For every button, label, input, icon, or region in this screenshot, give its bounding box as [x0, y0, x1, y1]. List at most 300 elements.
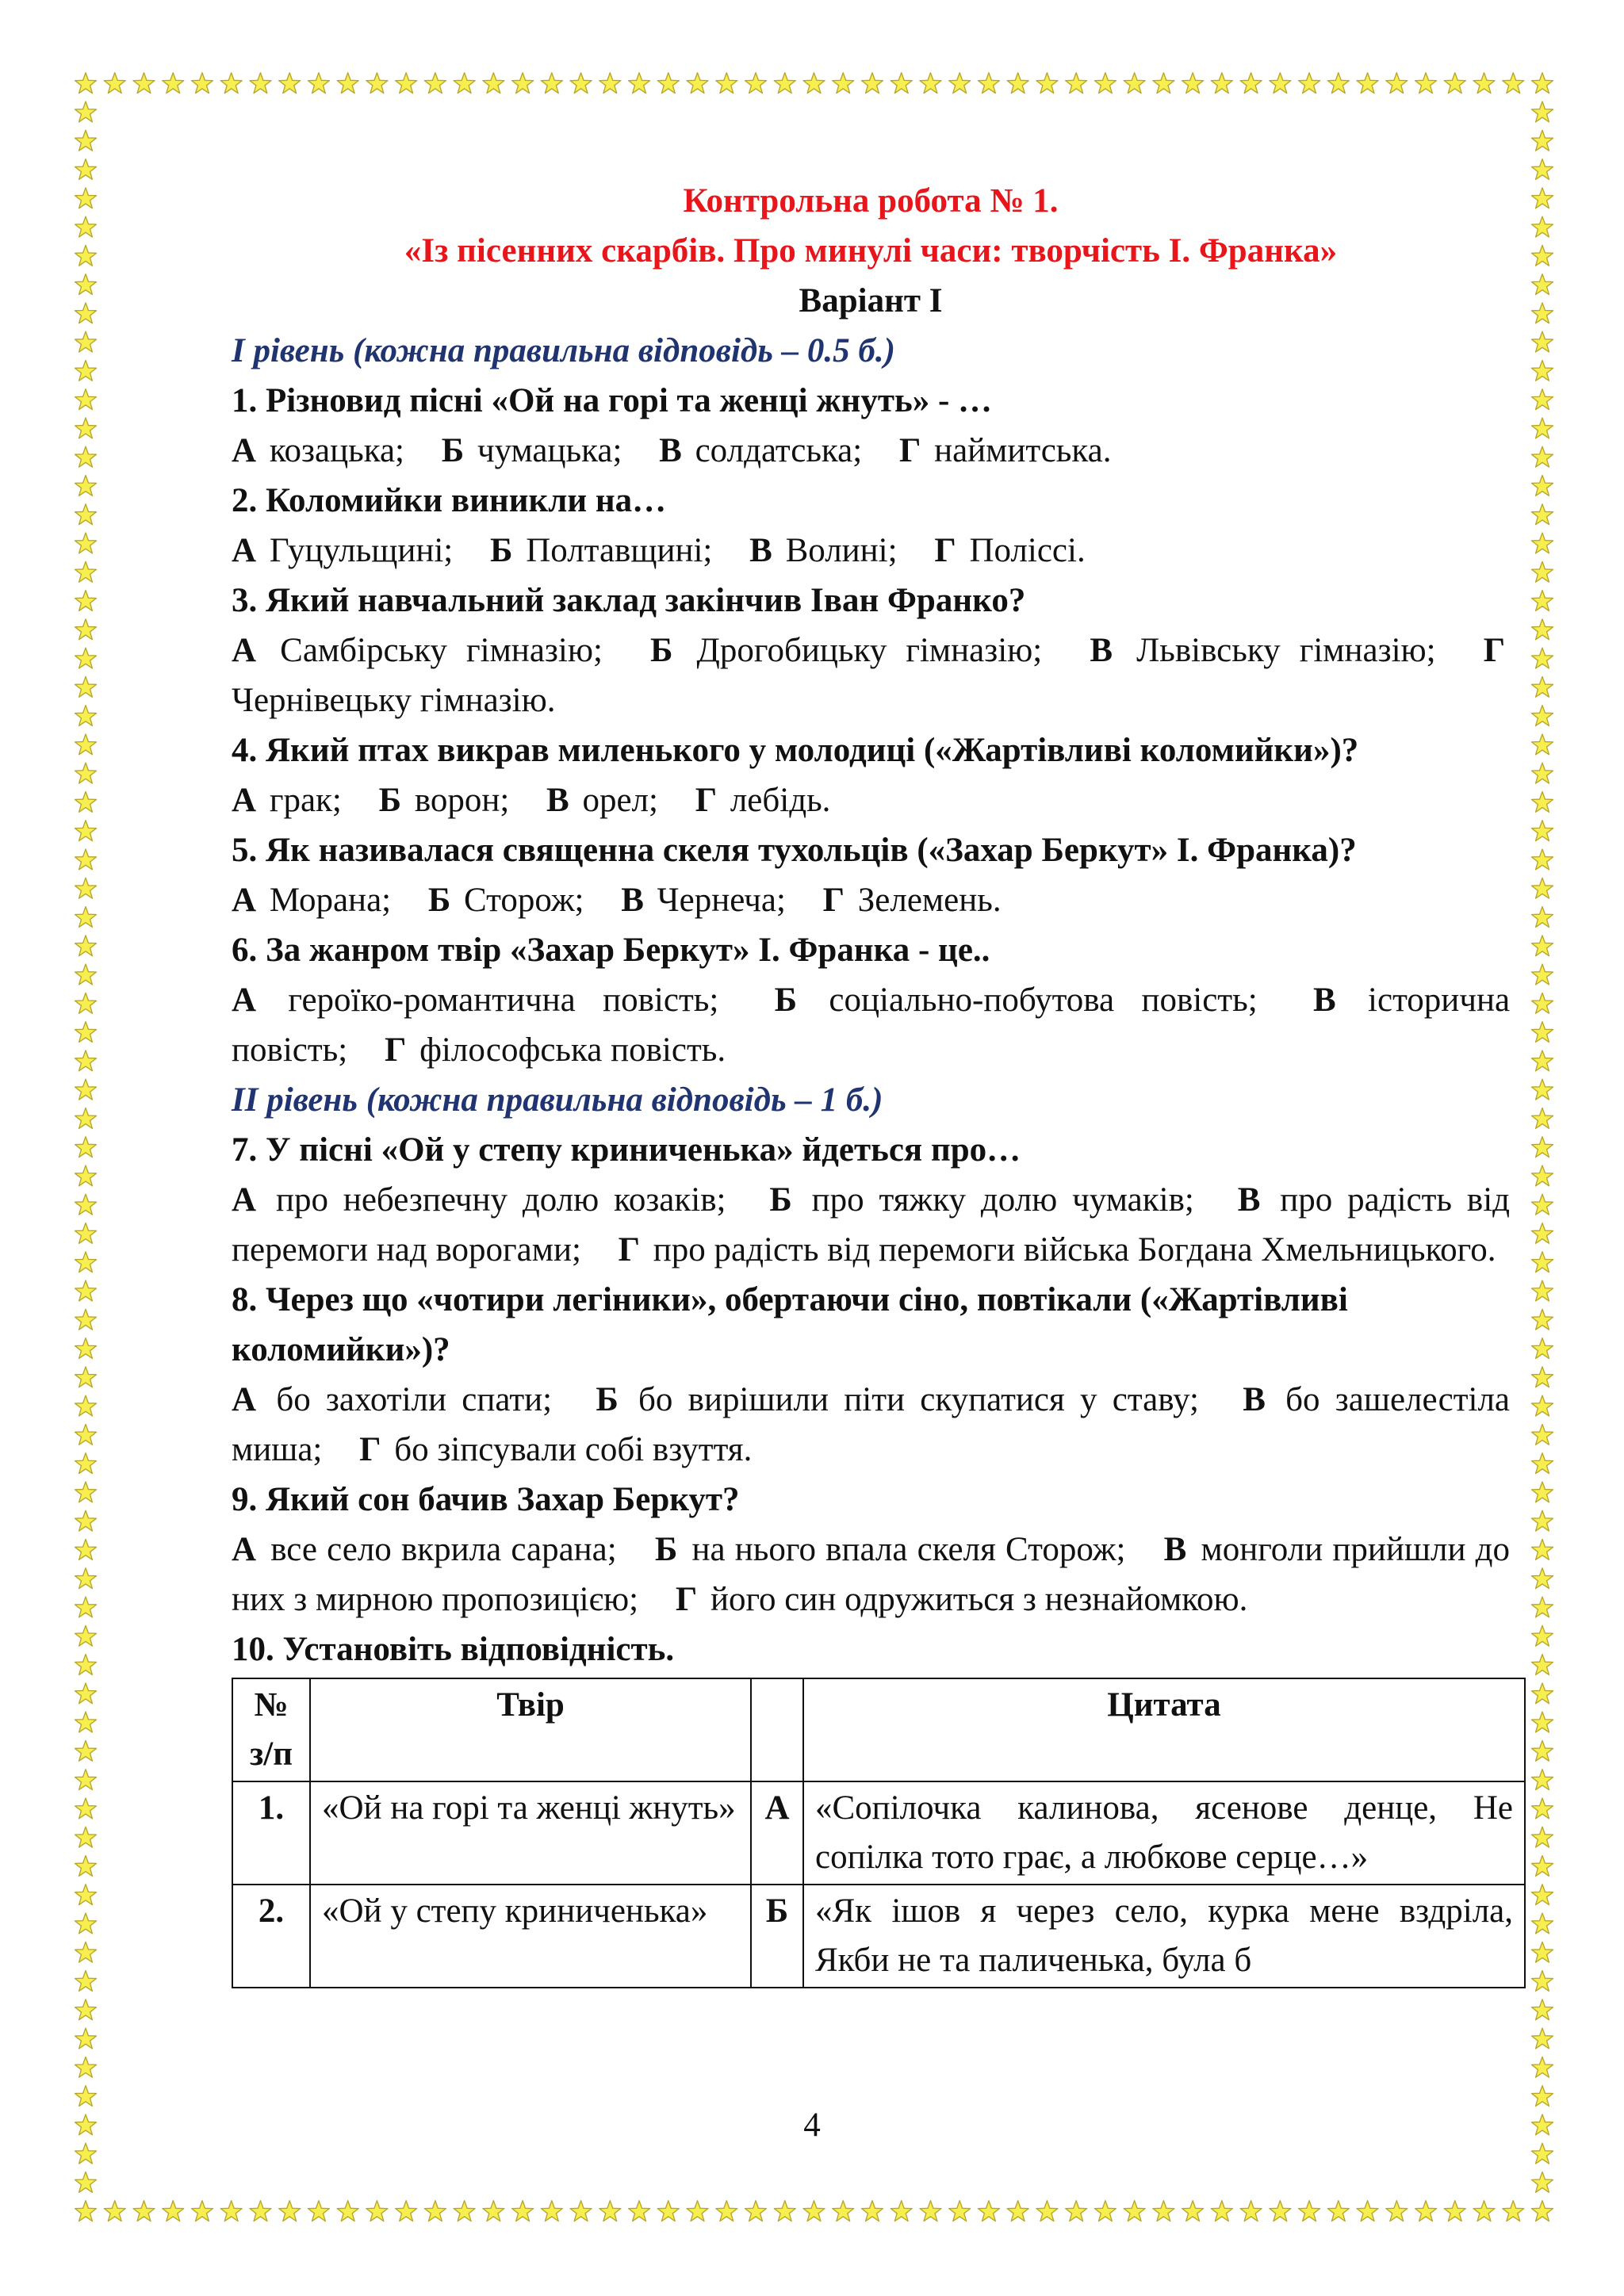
star-icon	[279, 73, 301, 94]
star-icon	[1532, 1137, 1553, 1158]
star-icon	[1503, 73, 1524, 94]
star-icon	[75, 245, 97, 266]
star-icon	[774, 73, 795, 94]
star-icon	[1473, 73, 1495, 94]
option-text: бо зіпсували собі взуття.	[394, 1431, 753, 1468]
star-icon	[75, 907, 97, 928]
star-icon	[75, 2201, 97, 2221]
option-text: Чернівецьку гімназію.	[232, 682, 556, 719]
option-text: про тяжку долю чумаків;	[811, 1181, 1194, 1219]
star-icon	[1153, 73, 1174, 94]
star-icon	[1532, 418, 1553, 438]
question-text: 5. Як називалася священна скеля тухольців («Захар Беркут» І. Франка)?	[232, 832, 1357, 869]
option-text: його син одружиться з незнайомкою.	[710, 1581, 1248, 1618]
star-icon	[1240, 73, 1262, 94]
star-icon	[1532, 1971, 1553, 1992]
answer-options	[232, 626, 1510, 725]
option-letter: Г	[934, 532, 956, 569]
level-two-heading: ІІ рівень (кожна правильна відповідь – 1 б.)	[232, 1081, 883, 1119]
option-text: грак;	[269, 782, 342, 819]
star-icon	[337, 2201, 358, 2221]
star-icon	[104, 73, 125, 94]
option-text: Гуцульщині;	[269, 532, 454, 569]
star-icon	[1532, 1194, 1553, 1215]
option-text: монголи прийшли до них з мирною пропозицією;	[232, 1531, 1511, 1618]
option-letter: Б	[774, 982, 798, 1019]
option-letter: В	[546, 782, 569, 819]
star-icon	[1415, 2201, 1437, 2221]
level-one-heading: І рівень (кожна правильна відповідь – 0.5 б.)	[232, 332, 895, 369]
option-text: Поліссі.	[969, 532, 1086, 569]
star-icon	[1270, 2201, 1291, 2221]
star-icon	[75, 476, 97, 496]
star-icon	[75, 619, 97, 640]
star-icon	[75, 936, 97, 956]
star-icon	[75, 676, 97, 697]
star-icon	[483, 2201, 504, 2221]
star-icon	[75, 1137, 97, 1158]
header-work: Твір	[310, 1678, 751, 1781]
star-icon	[366, 73, 388, 94]
option-text: філософська повість.	[419, 1031, 726, 1069]
row-quote: «Сопілочка калинова, ясенове денце, Не сопілка тото грає, а любкове серце…»	[803, 1781, 1525, 1885]
star-icon	[75, 1597, 97, 1617]
option-text: лебідь.	[730, 782, 831, 819]
option-letter: Г	[1483, 632, 1506, 669]
option-text: орел;	[582, 782, 658, 819]
table-header-row	[232, 1678, 1525, 1781]
star-icon	[1532, 130, 1553, 151]
star-icon	[1532, 734, 1553, 755]
star-icon	[629, 2201, 650, 2221]
answer-option	[621, 882, 786, 919]
star-icon	[75, 1999, 97, 2020]
star-icon	[75, 1338, 97, 1359]
star-icon	[75, 2028, 97, 2049]
star-icon	[512, 2201, 534, 2221]
star-icon	[1299, 73, 1320, 94]
level-one-questions	[232, 376, 1510, 1075]
star-icon	[1532, 964, 1553, 985]
worksheet	[232, 176, 1513, 1988]
star-icon	[978, 2201, 999, 2221]
star-icon	[75, 2057, 97, 2077]
star-icon	[774, 2201, 795, 2221]
star-icon	[75, 504, 97, 525]
answer-options	[232, 975, 1510, 1075]
option-letter: Б	[441, 432, 465, 469]
option-letter: Г	[675, 1581, 698, 1618]
answer-option	[232, 982, 718, 1019]
star-icon	[191, 73, 213, 94]
answer-option	[655, 1531, 1126, 1568]
option-letter: А	[232, 1531, 257, 1568]
star-icon	[250, 2201, 271, 2221]
row-quote: «Як ішов я через село, курка мене вздріла, Якби не та паличенька, була б	[803, 1885, 1525, 1988]
star-icon	[861, 2201, 883, 2221]
star-icon	[1386, 73, 1408, 94]
star-icon	[75, 1367, 97, 1387]
star-icon	[1532, 1597, 1553, 1617]
star-icon	[75, 1942, 97, 1962]
star-icon	[75, 1971, 97, 1992]
star-icon	[1532, 1770, 1553, 1790]
star-icon	[1532, 1625, 1553, 1646]
option-letter: А	[232, 532, 257, 569]
star-icon	[891, 2201, 912, 2221]
option-text: героїко-романтична повість;	[288, 982, 719, 1019]
star-icon	[803, 73, 825, 94]
star-icon	[1532, 1568, 1553, 1589]
option-letter: В	[1237, 1181, 1261, 1219]
answer-option	[232, 882, 391, 919]
answer-option	[359, 1431, 752, 1468]
star-icon	[1532, 1913, 1553, 1934]
star-icon	[75, 1798, 97, 1819]
option-text: соціально-побутова повість;	[829, 982, 1258, 1019]
option-text: бо зашелестіла миша;	[232, 1381, 1511, 1468]
star-icon	[308, 2201, 329, 2221]
star-icon	[75, 878, 97, 898]
answer-option	[546, 782, 658, 819]
star-icon	[1532, 619, 1553, 640]
question-text: 9. Який сон бачив Захар Беркут?	[232, 1481, 740, 1518]
star-icon	[133, 2201, 155, 2221]
star-icon	[978, 73, 999, 94]
star-icon	[1532, 1022, 1553, 1043]
star-icon	[1532, 648, 1553, 668]
star-icon	[1503, 2201, 1524, 2221]
answer-options	[232, 1525, 1510, 1624]
answer-option	[385, 1031, 726, 1069]
option-letter: Б	[427, 882, 451, 919]
option-letter: А	[232, 982, 257, 1019]
option-letter: Б	[769, 1181, 792, 1219]
star-icon	[1532, 274, 1553, 295]
star-icon	[1532, 676, 1553, 697]
star-icon	[279, 2201, 301, 2221]
star-icon	[1532, 1165, 1553, 1186]
star-icon	[599, 73, 621, 94]
star-icon	[949, 73, 971, 94]
table-row	[232, 1781, 1525, 1885]
star-icon	[1532, 993, 1553, 1013]
star-icon	[1532, 1856, 1553, 1877]
variant-label: Варіант І	[799, 282, 943, 320]
star-icon	[75, 964, 97, 985]
star-icon	[75, 331, 97, 352]
star-icon	[75, 1453, 97, 1474]
star-icon	[1124, 73, 1145, 94]
star-icon	[424, 2201, 446, 2221]
option-letter: Г	[822, 882, 845, 919]
star-icon	[104, 2201, 125, 2221]
option-text: про радість від перемоги війська Богдана Хмельницького.	[653, 1231, 1496, 1269]
star-icon	[1182, 73, 1204, 94]
star-icon	[75, 1280, 97, 1301]
star-icon	[1415, 73, 1437, 94]
star-icon	[191, 2201, 213, 2221]
answer-option	[379, 782, 510, 819]
option-letter: Г	[618, 1231, 641, 1269]
answer-option	[695, 782, 831, 819]
row-num: 1.	[232, 1781, 310, 1885]
option-text: все село вкрила сарана;	[270, 1531, 617, 1568]
star-icon	[1240, 2201, 1262, 2221]
star-icon	[833, 73, 854, 94]
option-letter: Г	[384, 1031, 407, 1069]
option-text: Самбірську гімназію;	[280, 632, 603, 669]
star-icon	[1532, 360, 1553, 381]
star-icon	[75, 533, 97, 553]
star-icon	[75, 2172, 97, 2192]
star-icon	[75, 1827, 97, 1847]
star-icon	[1357, 73, 1378, 94]
option-text: бо вирішили піти скупатися у ставу;	[638, 1381, 1199, 1418]
star-icon	[1532, 159, 1553, 180]
star-icon	[424, 73, 446, 94]
star-icon	[1532, 1798, 1553, 1819]
star-icon	[75, 1510, 97, 1531]
star-icon	[1532, 216, 1553, 237]
answer-option	[232, 532, 453, 569]
star-icon	[75, 993, 97, 1013]
star-icon	[1094, 2201, 1116, 2221]
row-letter: Б	[751, 1885, 803, 1988]
star-icon	[75, 1424, 97, 1445]
answer-options	[232, 775, 1510, 825]
star-icon	[1153, 2201, 1174, 2221]
answer-option	[775, 982, 1258, 1019]
option-letter: А	[232, 782, 257, 819]
option-letter: Г	[898, 432, 921, 469]
star-icon	[1532, 561, 1553, 582]
option-letter: Г	[359, 1431, 381, 1468]
star-icon	[75, 1770, 97, 1790]
star-icon	[75, 1482, 97, 1502]
question-text: 8. Через що «чотири легіники», обертаючи сіно, повтікали («Жартівливі коломийки»)?	[232, 1281, 1348, 1368]
star-icon	[163, 2201, 184, 2221]
star-icon	[1532, 245, 1553, 266]
star-icon	[1532, 303, 1553, 323]
star-icon	[1532, 533, 1553, 553]
star-icon	[75, 1108, 97, 1128]
option-letter: В	[621, 882, 644, 919]
star-icon	[75, 821, 97, 841]
matching-table	[232, 1678, 1526, 1988]
star-icon	[220, 73, 242, 94]
answer-option	[676, 1581, 1247, 1618]
star-icon	[1532, 2086, 1553, 2107]
star-icon	[75, 2143, 97, 2164]
star-icon	[541, 2201, 562, 2221]
level-two-questions	[232, 1125, 1510, 1624]
star-icon	[366, 2201, 388, 2221]
answer-option	[232, 782, 342, 819]
answer-option	[232, 1531, 617, 1568]
answer-options	[232, 526, 1510, 576]
star-icon	[1532, 504, 1553, 525]
star-icon	[1270, 73, 1291, 94]
star-icon	[920, 2201, 941, 2221]
question-text: 4. Який птах викрав миленького у молодиці («Жартівливі коломийки»)?	[232, 732, 1359, 769]
option-letter: В	[1090, 632, 1113, 669]
option-letter: Г	[695, 782, 718, 819]
option-text: Львівську гімназію;	[1136, 632, 1436, 669]
star-icon	[1532, 2028, 1553, 2049]
star-icon	[1532, 2201, 1553, 2221]
star-icon	[657, 73, 679, 94]
star-icon	[75, 1885, 97, 1905]
star-icon	[75, 1568, 97, 1589]
star-icon	[1299, 2201, 1320, 2221]
star-icon	[1532, 389, 1553, 410]
star-icon	[1036, 73, 1058, 94]
header-num: № з/п	[232, 1678, 310, 1781]
option-letter: Б	[490, 532, 513, 569]
star-icon	[1327, 2201, 1349, 2221]
option-letter: Б	[654, 1531, 678, 1568]
option-text: наймитська.	[934, 432, 1112, 469]
star-icon	[629, 73, 650, 94]
option-text: ворон;	[414, 782, 510, 819]
answer-option	[823, 882, 1002, 919]
option-text: Волині;	[785, 532, 898, 569]
star-icon	[75, 73, 97, 94]
star-icon	[657, 2201, 679, 2221]
star-icon	[1211, 2201, 1232, 2221]
option-text: Морана;	[269, 882, 392, 919]
star-icon	[163, 73, 184, 94]
star-icon	[1066, 2201, 1087, 2221]
option-letter: В	[1163, 1531, 1187, 1568]
star-icon	[483, 73, 504, 94]
option-text: Зелемень.	[857, 882, 1002, 919]
star-icon	[396, 2201, 417, 2221]
row-work: «Ой у степу криниченька»	[310, 1885, 751, 1988]
star-icon	[1357, 2201, 1378, 2221]
star-icon	[949, 2201, 971, 2221]
star-icon	[1532, 792, 1553, 813]
star-icon	[1124, 2201, 1145, 2221]
answer-option	[232, 1381, 552, 1418]
star-icon	[1444, 2201, 1465, 2221]
question-text: 7. У пісні «Ой у степу криниченька» йдеться про…	[232, 1131, 1021, 1169]
star-icon	[454, 2201, 475, 2221]
star-icon	[1036, 2201, 1058, 2221]
star-icon	[220, 2201, 242, 2221]
star-icon	[803, 2201, 825, 2221]
option-text: Сторож;	[464, 882, 584, 919]
star-icon	[716, 2201, 737, 2221]
star-icon	[1532, 1223, 1553, 1244]
option-text: Дрогобицьку гімназію;	[696, 632, 1043, 669]
page-title: Контрольна робота № 1.	[683, 182, 1059, 220]
star-icon	[1532, 1338, 1553, 1359]
star-icon	[1532, 591, 1553, 611]
star-icon	[1532, 1942, 1553, 1962]
star-icon	[75, 1712, 97, 1732]
star-icon	[1532, 936, 1553, 956]
star-icon	[1473, 2201, 1495, 2221]
star-icon	[1532, 73, 1553, 94]
answer-option	[934, 532, 1085, 569]
question-text: 2. Коломийки виникли на…	[232, 482, 667, 519]
star-icon	[75, 159, 97, 180]
star-icon	[1386, 2201, 1408, 2221]
page-subtitle: «Із пісенних скарбів. Про минулі часи: творчість І. Франка»	[404, 232, 1338, 270]
row-num: 2.	[232, 1885, 310, 1988]
question-text: 3. Який навчальний заклад закінчив Іван Франко?	[232, 582, 1026, 619]
option-text: історична повість;	[232, 982, 1511, 1069]
star-icon	[1066, 73, 1087, 94]
star-icon	[75, 648, 97, 668]
star-icon	[75, 792, 97, 813]
option-letter: А	[232, 632, 257, 669]
answer-option	[619, 1231, 1496, 1269]
star-icon	[1182, 2201, 1204, 2221]
option-text: солдатська;	[695, 432, 863, 469]
star-icon	[133, 73, 155, 94]
option-letter: А	[232, 432, 257, 469]
star-icon	[1532, 706, 1553, 726]
star-icon	[1211, 73, 1232, 94]
star-icon	[250, 73, 271, 94]
option-text: на нього впала скеля Сторож;	[691, 1531, 1126, 1568]
star-icon	[75, 1223, 97, 1244]
star-icon	[1532, 763, 1553, 783]
star-icon	[1532, 1252, 1553, 1272]
star-icon	[1532, 1683, 1553, 1704]
star-icon	[75, 216, 97, 237]
star-icon	[75, 1655, 97, 1675]
option-letter: А	[232, 882, 257, 919]
star-icon	[891, 73, 912, 94]
star-icon	[512, 73, 534, 94]
option-text: про радість від перемоги над ворогами;	[232, 1181, 1511, 1269]
star-icon	[1532, 1309, 1553, 1330]
option-text: Чернеча;	[657, 882, 786, 919]
star-icon	[920, 73, 941, 94]
star-icon	[75, 389, 97, 410]
star-icon	[75, 418, 97, 438]
star-icon	[1532, 1280, 1553, 1301]
option-letter: Б	[596, 1381, 619, 1418]
header-quote: Цитата	[803, 1678, 1525, 1781]
star-icon	[75, 188, 97, 209]
star-icon	[1532, 849, 1553, 870]
star-icon	[745, 2201, 767, 2221]
star-icon	[75, 1022, 97, 1043]
star-icon	[454, 73, 475, 94]
star-icon	[1532, 446, 1553, 467]
answer-option	[232, 432, 404, 469]
star-icon	[75, 130, 97, 151]
answer-options	[232, 426, 1510, 476]
question-text: 6. За жанром твір «Захар Беркут» І. Франка - це..	[232, 932, 990, 969]
star-icon	[75, 1625, 97, 1646]
star-icon	[1007, 2201, 1028, 2221]
row-letter: А	[751, 1781, 803, 1885]
star-icon	[75, 1194, 97, 1215]
option-text: козацька;	[269, 432, 404, 469]
star-icon	[687, 73, 708, 94]
answer-option	[1090, 632, 1435, 669]
star-icon	[1007, 73, 1028, 94]
star-icon	[1532, 2143, 1553, 2164]
answer-option	[232, 632, 603, 669]
star-icon	[75, 101, 97, 122]
